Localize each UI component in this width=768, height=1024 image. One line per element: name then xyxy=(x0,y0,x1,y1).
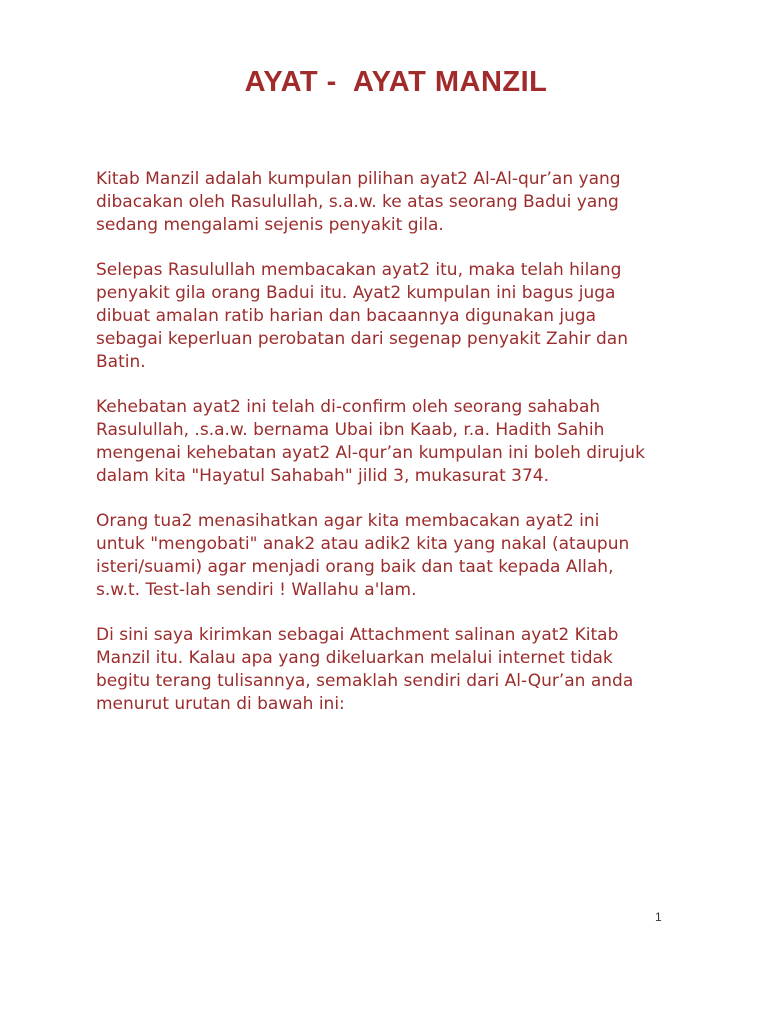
text-line: mengenai kehebatan ayat2 Al-qur’an kumpulan ini boleh dirujuk xyxy=(96,443,645,463)
paragraph-2 xyxy=(96,259,696,374)
text-line: penyakit gila orang Badui itu. Ayat2 kumpulan ini bagus juga xyxy=(96,283,616,303)
paragraph-5 xyxy=(96,624,696,716)
text-line: sedang mengalami sejenis penyakit gila. xyxy=(96,215,444,235)
text-line: Di sini saya kirimkan sebagai Attachment salinan ayat2 Kitab xyxy=(96,625,619,645)
page-title: AYAT - AYAT MANZIL xyxy=(244,66,548,98)
text-line: begitu terang tulisannya, semaklah sendiri dari Al-Qur’an anda xyxy=(96,671,634,691)
text-line: Batin. xyxy=(96,352,146,372)
text-line: Kehebatan ayat2 ini telah di-confirm oleh seorang sahabah xyxy=(96,397,601,417)
text-line: dalam kita "Hayatul Sahabah" jilid 3, mukasurat 374. xyxy=(96,466,550,486)
text-line: Manzil itu. Kalau apa yang dikeluarkan melalui internet tidak xyxy=(96,648,613,668)
text-line: menurut urutan di bawah ini: xyxy=(96,694,345,714)
text-line: s.w.t. Test-lah sendiri ! Wallahu a'lam. xyxy=(96,580,417,600)
page-number: 1 xyxy=(655,910,662,924)
text-line: Orang tua2 menasihatkan agar kita membacakan ayat2 ini xyxy=(96,511,600,531)
paragraph-4 xyxy=(96,510,696,602)
body-text xyxy=(96,168,696,738)
text-line: Rasulullah, .s.a.w. bernama Ubai ibn Kaab, r.a. Hadith Sahih xyxy=(96,420,605,440)
text-line: untuk "mengobati" anak2 atau adik2 kita yang nakal (ataupun xyxy=(96,534,630,554)
text-line: dibuat amalan ratib harian dan bacaannya digunakan juga xyxy=(96,306,597,326)
paragraph-1 xyxy=(96,168,696,237)
text-line: dibacakan oleh Rasulullah, s.a.w. ke atas seorang Badui yang xyxy=(96,192,619,212)
text-line: Kitab Manzil adalah kumpulan pilihan ayat2 Al-Al-qur’an yang xyxy=(96,169,621,189)
paragraph-3 xyxy=(96,396,696,488)
text-line: Selepas Rasulullah membacakan ayat2 itu, maka telah hilang xyxy=(96,260,622,280)
text-line: sebagai keperluan perobatan dari segenap penyakit Zahir dan xyxy=(96,329,628,349)
text-line: isteri/suami) agar menjadi orang baik dan taat kepada Allah, xyxy=(96,557,614,577)
